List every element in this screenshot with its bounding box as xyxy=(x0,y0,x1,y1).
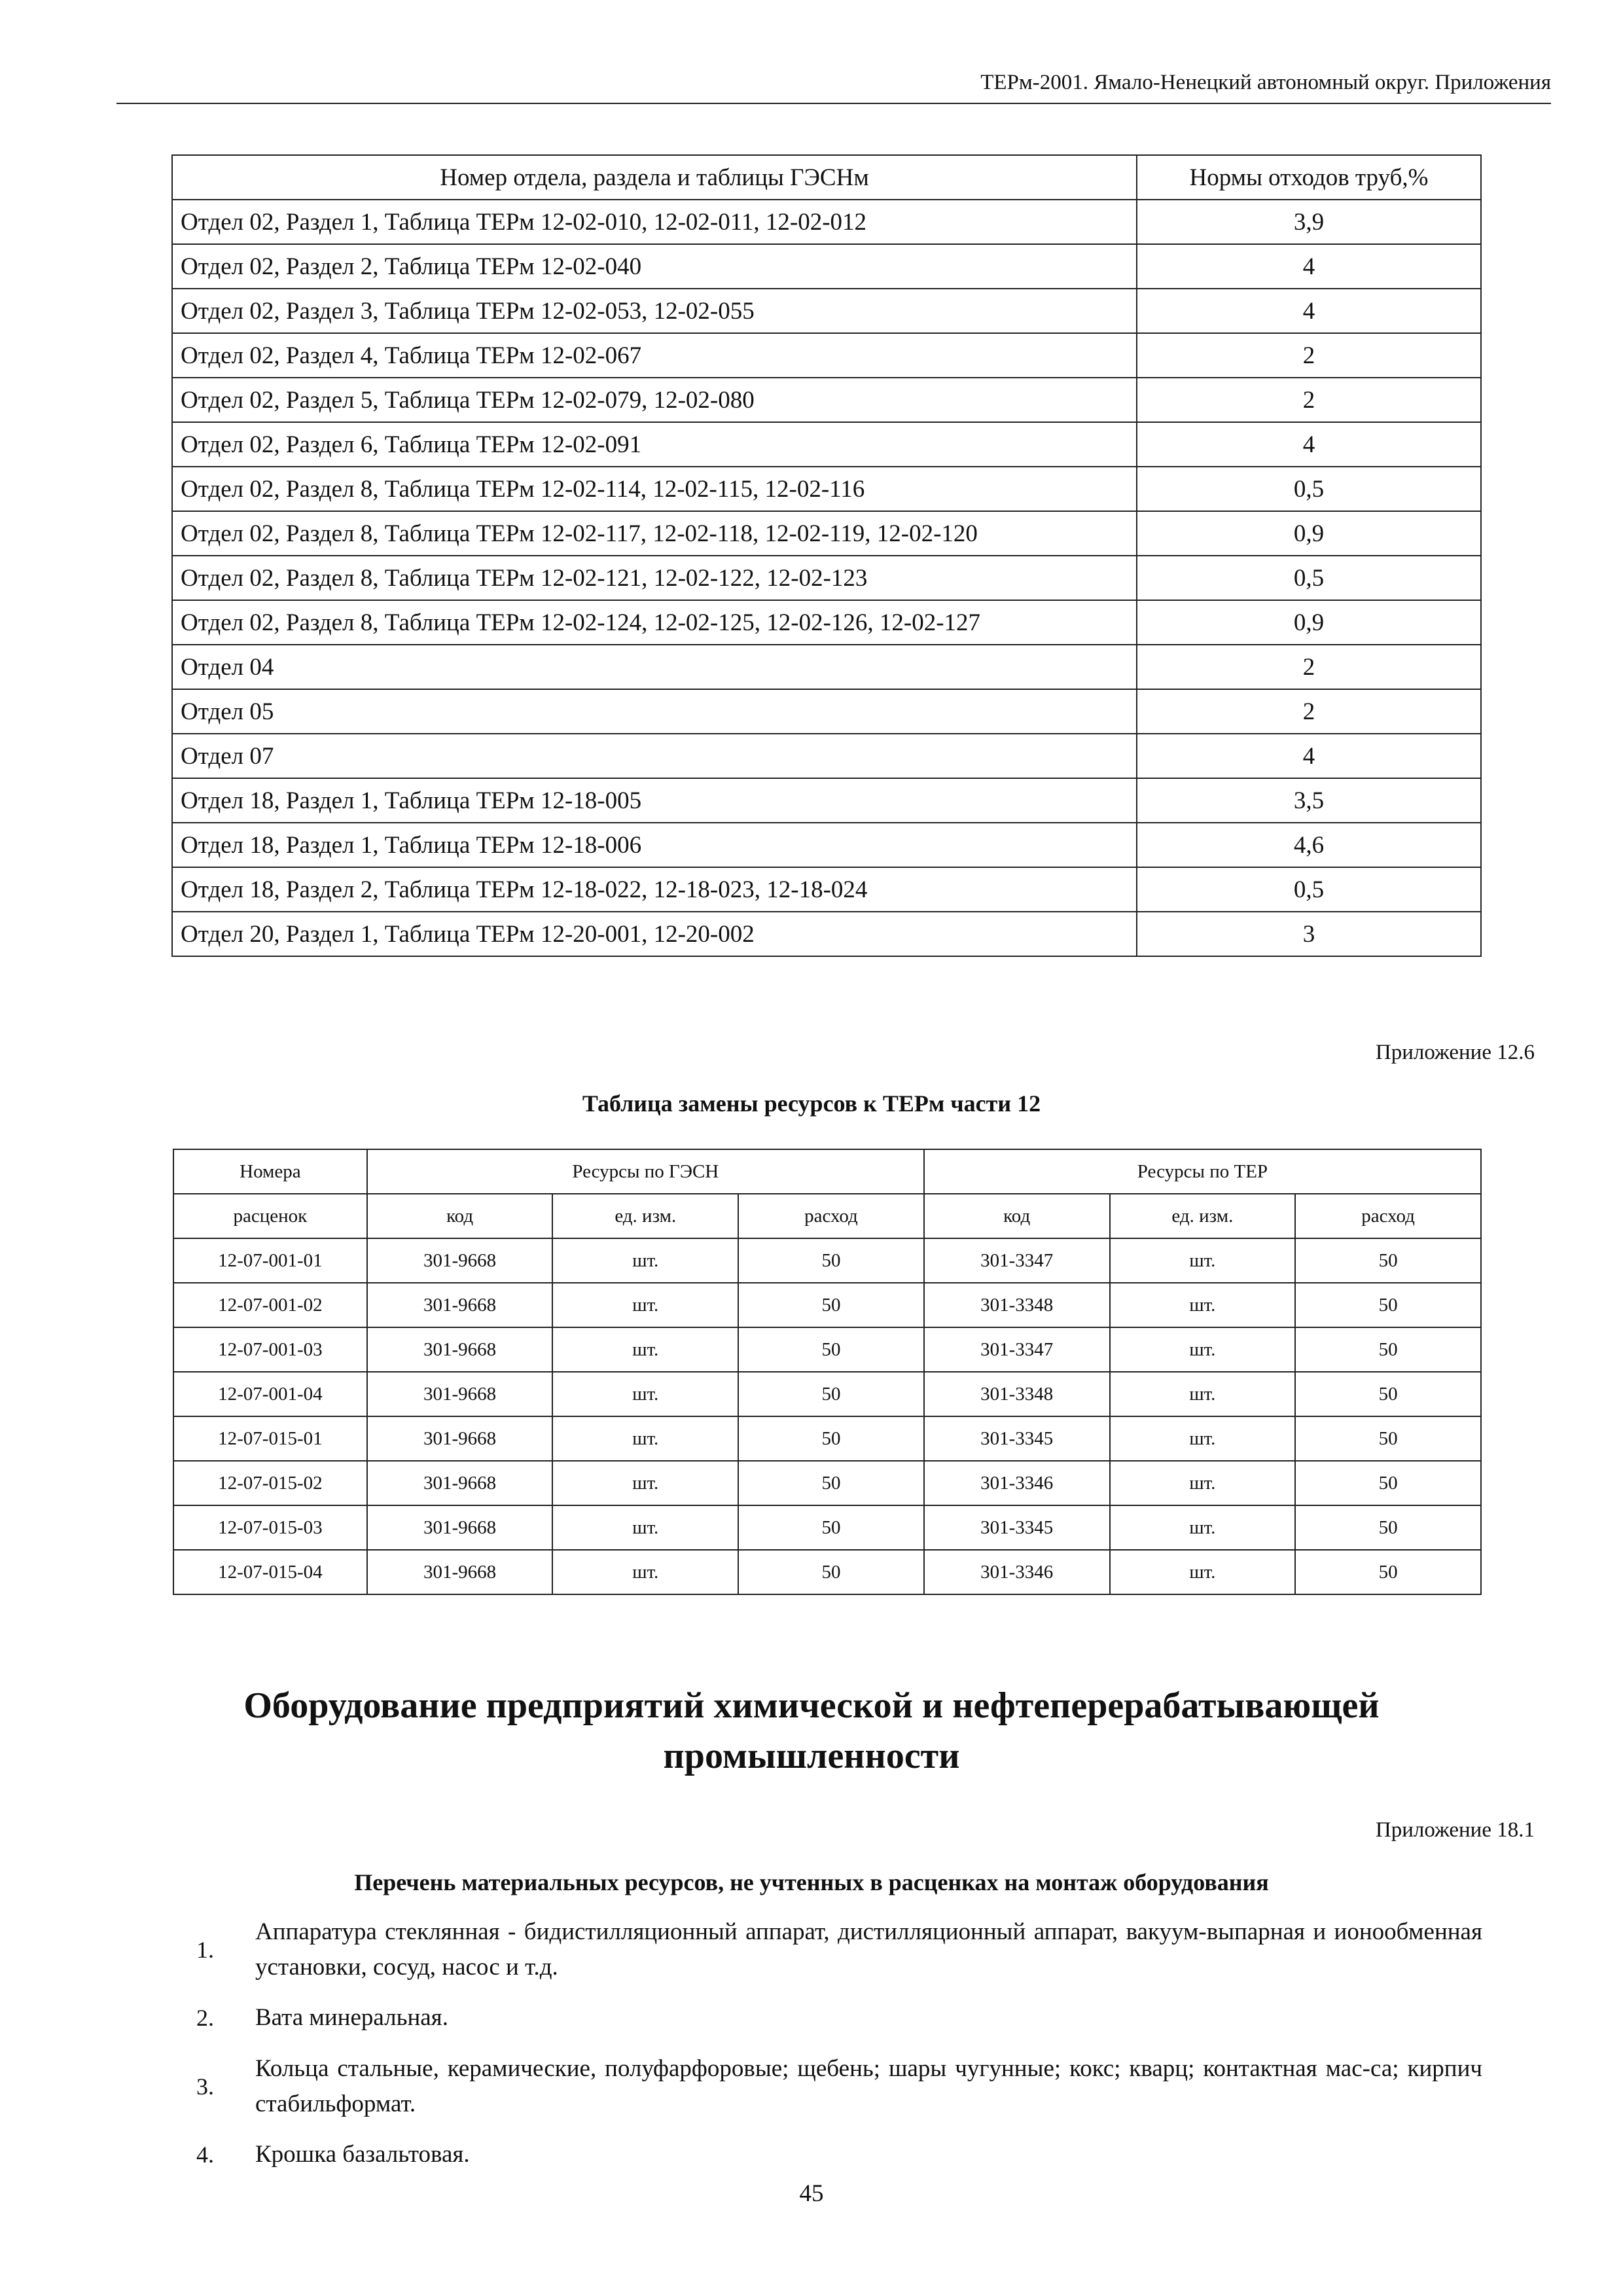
list-item-text: Аппаратура стеклянная - бидистилляционный аппарат, дистилляционный аппарат, вакуум-выпарная и ионообменная установки, сосуд, насос и т.д. xyxy=(255,1918,1482,1981)
section-cell: Отдел 02, Раздел 5, Таблица ТЕРм 12-02-079, 12-02-080 xyxy=(172,378,1137,422)
pipe-waste-norms-table xyxy=(171,154,1482,957)
table-row xyxy=(172,467,1481,511)
table-row xyxy=(172,511,1481,556)
norm-value-cell: 3,9 xyxy=(1137,200,1481,244)
list-item-number: 4. xyxy=(196,2142,214,2168)
rate-number-cell: 12-07-001-01 xyxy=(173,1238,367,1283)
ter-unit-cell: шт. xyxy=(1110,1327,1296,1372)
table-header-row xyxy=(172,155,1481,200)
table-row xyxy=(173,1550,1481,1594)
ter-amount-cell: 50 xyxy=(1295,1283,1481,1327)
list-item xyxy=(183,2000,1482,2036)
gesn-unit-cell: шт. xyxy=(552,1238,738,1283)
section-cell: Отдел 02, Раздел 1, Таблица ТЕРм 12-02-010, 12-02-011, 12-02-012 xyxy=(172,200,1137,244)
list-item-text: Кольца стальные, керамические, полуфарфоровые; щебень; шары чугунные; кокс; кварц; контактная мас-са; кирпич стабильформат. xyxy=(255,2054,1482,2117)
ter-amount-cell: 50 xyxy=(1295,1238,1481,1283)
gesn-code-cell: 301-9668 xyxy=(367,1505,553,1550)
section-cell: Отдел 02, Раздел 4, Таблица ТЕРм 12-02-067 xyxy=(172,333,1137,378)
table-row xyxy=(172,200,1481,244)
list-item-number: 3. xyxy=(196,2073,214,2100)
norm-value-cell: 0,5 xyxy=(1137,867,1481,912)
ter-unit-cell: шт. xyxy=(1110,1550,1296,1594)
section-cell: Отдел 02, Раздел 8, Таблица ТЕРм 12-02-124, 12-02-125, 12-02-126, 12-02-127 xyxy=(172,600,1137,645)
list-item xyxy=(183,2137,1482,2172)
subheader-ter-amount: расход xyxy=(1295,1194,1481,1238)
column-header-number: Номера xyxy=(173,1149,367,1194)
ter-amount-cell: 50 xyxy=(1295,1461,1481,1505)
norm-value-cell: 4 xyxy=(1137,244,1481,289)
norm-value-cell: 0,9 xyxy=(1137,511,1481,556)
ter-code-cell: 301-3348 xyxy=(924,1372,1110,1416)
norm-value-cell: 0,5 xyxy=(1137,556,1481,600)
appendix-12-6-label: Приложение 12.6 xyxy=(1375,1041,1535,1064)
gesn-unit-cell: шт. xyxy=(552,1416,738,1461)
gesn-code-cell: 301-9668 xyxy=(367,1372,553,1416)
gesn-amount-cell: 50 xyxy=(738,1550,924,1594)
table-row xyxy=(172,867,1481,912)
section-cell: Отдел 04 xyxy=(172,645,1137,689)
section-cell: Отдел 02, Раздел 6, Таблица ТЕРм 12-02-091 xyxy=(172,422,1137,467)
table-row xyxy=(173,1238,1481,1283)
resource-replacement-table xyxy=(173,1149,1482,1595)
table-row xyxy=(172,422,1481,467)
page-number: 45 xyxy=(799,2180,824,2207)
table-row xyxy=(173,1327,1481,1372)
rate-number-cell: 12-07-015-03 xyxy=(173,1505,367,1550)
subheader-gesn-unit: ед. изм. xyxy=(552,1194,738,1238)
norm-value-cell: 3,5 xyxy=(1137,778,1481,823)
rate-number-cell: 12-07-001-03 xyxy=(173,1327,367,1372)
table-row xyxy=(172,556,1481,600)
rate-number-cell: 12-07-015-04 xyxy=(173,1550,367,1594)
group-header-ter: Ресурсы по ТЕР xyxy=(924,1149,1481,1194)
norm-value-cell: 4 xyxy=(1137,289,1481,333)
rate-number-cell: 12-07-001-02 xyxy=(173,1283,367,1327)
table-row xyxy=(172,600,1481,645)
table-row xyxy=(173,1461,1481,1505)
section-title-line-1: Оборудование предприятий химической и нефтеперерабатывающей xyxy=(243,1685,1380,1726)
section-cell: Отдел 02, Раздел 8, Таблица ТЕРм 12-02-117, 12-02-118, 12-02-119, 12-02-120 xyxy=(172,511,1137,556)
gesn-unit-cell: шт. xyxy=(552,1461,738,1505)
replacement-table-title: Таблица замены ресурсов к ТЕРм части 12 xyxy=(582,1090,1041,1117)
table-row xyxy=(172,244,1481,289)
section-title xyxy=(0,1681,1623,1782)
gesn-amount-cell: 50 xyxy=(738,1372,924,1416)
gesn-code-cell: 301-9668 xyxy=(367,1283,553,1327)
list-item-number: 1. xyxy=(196,1936,214,1963)
norm-value-cell: 2 xyxy=(1137,378,1481,422)
gesn-code-cell: 301-9668 xyxy=(367,1416,553,1461)
rate-number-cell: 12-07-015-01 xyxy=(173,1416,367,1461)
gesn-amount-cell: 50 xyxy=(738,1505,924,1550)
materials-list-title: Перечень материальных ресурсов, не учтенных в расценках на монтаж оборудования xyxy=(354,1869,1269,1895)
column-header-section: Номер отдела, раздела и таблицы ГЭСНм xyxy=(172,155,1137,200)
materials-list xyxy=(183,1914,1482,2188)
ter-amount-cell: 50 xyxy=(1295,1416,1481,1461)
list-item-text: Крошка базальтовая. xyxy=(255,2141,470,2168)
table-row xyxy=(172,378,1481,422)
ter-code-cell: 301-3348 xyxy=(924,1283,1110,1327)
ter-code-cell: 301-3345 xyxy=(924,1416,1110,1461)
gesn-unit-cell: шт. xyxy=(552,1372,738,1416)
ter-unit-cell: шт. xyxy=(1110,1283,1296,1327)
norm-value-cell: 4 xyxy=(1137,422,1481,467)
gesn-unit-cell: шт. xyxy=(552,1550,738,1594)
ter-amount-cell: 50 xyxy=(1295,1372,1481,1416)
table-row xyxy=(172,689,1481,734)
section-cell: Отдел 02, Раздел 3, Таблица ТЕРм 12-02-053, 12-02-055 xyxy=(172,289,1137,333)
ter-unit-cell: шт. xyxy=(1110,1238,1296,1283)
norm-value-cell: 2 xyxy=(1137,689,1481,734)
list-item xyxy=(183,1914,1482,1984)
subheader-gesn-amount: расход xyxy=(738,1194,924,1238)
column-header-norm: Нормы отходов труб,% xyxy=(1137,155,1481,200)
section-cell: Отдел 02, Раздел 8, Таблица ТЕРм 12-02-121, 12-02-122, 12-02-123 xyxy=(172,556,1137,600)
list-item-text: Вата минеральная. xyxy=(255,2004,448,2032)
ter-unit-cell: шт. xyxy=(1110,1461,1296,1505)
subheader-ter-unit: ед. изм. xyxy=(1110,1194,1296,1238)
ter-code-cell: 301-3347 xyxy=(924,1327,1110,1372)
table-row xyxy=(173,1283,1481,1327)
table-row xyxy=(172,734,1481,778)
ter-amount-cell: 50 xyxy=(1295,1550,1481,1594)
norm-value-cell: 0,9 xyxy=(1137,600,1481,645)
gesn-code-cell: 301-9668 xyxy=(367,1238,553,1283)
gesn-code-cell: 301-9668 xyxy=(367,1461,553,1505)
subheader-gesn-code: код xyxy=(367,1194,553,1238)
ter-unit-cell: шт. xyxy=(1110,1416,1296,1461)
norm-value-cell: 0,5 xyxy=(1137,467,1481,511)
table-subheader-row xyxy=(173,1194,1481,1238)
gesn-amount-cell: 50 xyxy=(738,1238,924,1283)
ter-amount-cell: 50 xyxy=(1295,1327,1481,1372)
rate-number-cell: 12-07-001-04 xyxy=(173,1372,367,1416)
norm-value-cell: 4,6 xyxy=(1137,823,1481,867)
gesn-unit-cell: шт. xyxy=(552,1327,738,1372)
table-row xyxy=(172,778,1481,823)
section-cell: Отдел 20, Раздел 1, Таблица ТЕРм 12-20-001, 12-20-002 xyxy=(172,912,1137,956)
gesn-code-cell: 301-9668 xyxy=(367,1327,553,1372)
group-header-gesn: Ресурсы по ГЭСН xyxy=(367,1149,924,1194)
table-header-row xyxy=(173,1149,1481,1194)
ter-code-cell: 301-3347 xyxy=(924,1238,1110,1283)
norm-value-cell: 4 xyxy=(1137,734,1481,778)
gesn-amount-cell: 50 xyxy=(738,1416,924,1461)
running-header: ТЕРм-2001. Ямало-Ненецкий автономный округ. Приложения xyxy=(116,71,1551,104)
section-cell: Отдел 07 xyxy=(172,734,1137,778)
norm-value-cell: 3 xyxy=(1137,912,1481,956)
section-cell: Отдел 18, Раздел 2, Таблица ТЕРм 12-18-022, 12-18-023, 12-18-024 xyxy=(172,867,1137,912)
table-row xyxy=(172,823,1481,867)
rate-number-cell: 12-07-015-02 xyxy=(173,1461,367,1505)
table-row xyxy=(172,333,1481,378)
ter-unit-cell: шт. xyxy=(1110,1372,1296,1416)
gesn-unit-cell: шт. xyxy=(552,1505,738,1550)
appendix-18-1-label: Приложение 18.1 xyxy=(1375,1818,1535,1842)
table-row xyxy=(172,289,1481,333)
ter-unit-cell: шт. xyxy=(1110,1505,1296,1550)
column-header-number-cont: расценок xyxy=(173,1194,367,1238)
list-item xyxy=(183,2051,1482,2121)
section-cell: Отдел 02, Раздел 2, Таблица ТЕРм 12-02-040 xyxy=(172,244,1137,289)
subheader-ter-code: код xyxy=(924,1194,1110,1238)
gesn-amount-cell: 50 xyxy=(738,1461,924,1505)
table-row xyxy=(173,1505,1481,1550)
gesn-unit-cell: шт. xyxy=(552,1283,738,1327)
table-row xyxy=(172,912,1481,956)
norm-value-cell: 2 xyxy=(1137,645,1481,689)
section-title-line-2: промышленности xyxy=(663,1736,960,1777)
table-row xyxy=(173,1372,1481,1416)
list-item-number: 2. xyxy=(196,2005,214,2032)
ter-code-cell: 301-3345 xyxy=(924,1505,1110,1550)
norm-value-cell: 2 xyxy=(1137,333,1481,378)
section-cell: Отдел 18, Раздел 1, Таблица ТЕРм 12-18-005 xyxy=(172,778,1137,823)
ter-amount-cell: 50 xyxy=(1295,1505,1481,1550)
gesn-amount-cell: 50 xyxy=(738,1283,924,1327)
ter-code-cell: 301-3346 xyxy=(924,1550,1110,1594)
ter-code-cell: 301-3346 xyxy=(924,1461,1110,1505)
table-row xyxy=(172,645,1481,689)
gesn-amount-cell: 50 xyxy=(738,1327,924,1372)
table-row xyxy=(173,1416,1481,1461)
section-cell: Отдел 02, Раздел 8, Таблица ТЕРм 12-02-114, 12-02-115, 12-02-116 xyxy=(172,467,1137,511)
section-cell: Отдел 05 xyxy=(172,689,1137,734)
section-cell: Отдел 18, Раздел 1, Таблица ТЕРм 12-18-006 xyxy=(172,823,1137,867)
gesn-code-cell: 301-9668 xyxy=(367,1550,553,1594)
